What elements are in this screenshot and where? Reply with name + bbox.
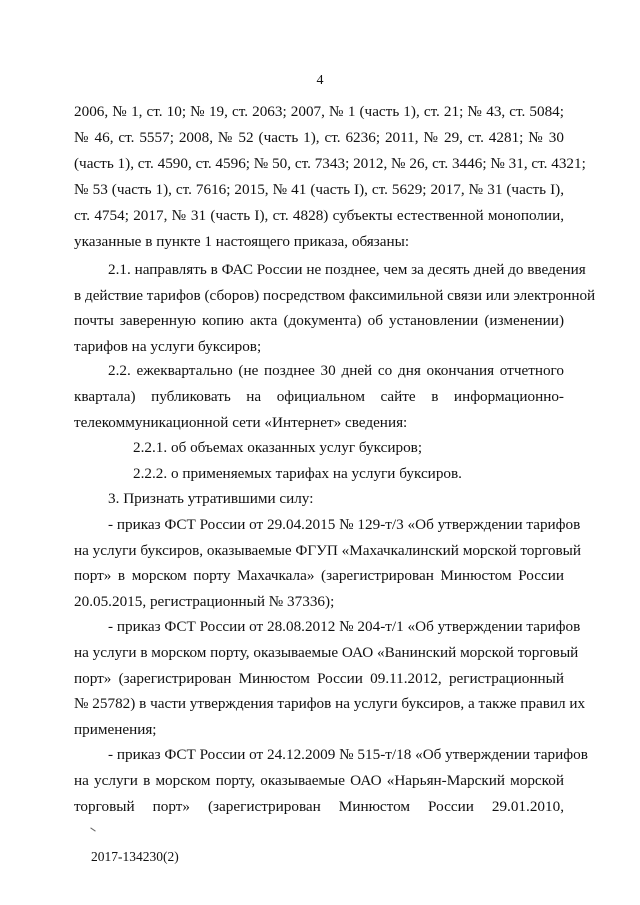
text-line: № 53 (часть 1), ст. 7616; 2015, № 41 (часть I), ст. 5629; 2017, № 31 (часть I), [74, 181, 564, 198]
text-line: № 25782) в части утверждения тарифов на услуги буксиров, а также правил их [74, 695, 586, 712]
text-line: № 46, ст. 5557; 2008, № 52 (часть 1), ст. 6236; 2011, № 29, ст. 4281; № 30 [74, 129, 564, 146]
text-line: 3. Признать утратившими силу: [108, 490, 314, 507]
text-line: порт» в морском порту Махачкала» (зарегистрирован Минюстом России [74, 567, 564, 584]
text-line: порт» (зарегистрирован Минюстом России 09.11.2012, регистрационный [74, 670, 564, 687]
text-line: 20.05.2015, регистрационный № 37336); [74, 593, 335, 610]
text-line: указанные в пункте 1 настоящего приказа, обязаны: [74, 233, 410, 250]
text-line: в действие тарифов (сборов) посредством факсимильной связи или электронной [74, 287, 596, 304]
text-line: на услуги в морском порту, оказываемые ОАО «Ванинский морской торговый [74, 644, 579, 661]
page-number: 4 [316, 73, 324, 88]
text-line: - приказ ФСТ России от 29.04.2015 № 129-т/3 «Об утверждении тарифов [108, 516, 581, 533]
text-line: телекоммуникационной сети «Интернет» сведения: [74, 414, 408, 431]
text-line: - приказ ФСТ России от 28.08.2012 № 204-т/1 «Об утверждении тарифов [108, 618, 581, 635]
text-line: на услуги в морском порту, оказываемые ОАО «Нарьян-Марский морской [74, 772, 564, 789]
document-code: 2017-134230(2) [91, 849, 179, 864]
text-line: торговый порт» (зарегистрирован Минюстом России 29.01.2010, [74, 798, 564, 815]
text-line: 2.2. ежеквартально (не позднее 30 дней со дня окончания отчетного [108, 362, 564, 379]
text-line: 2.1. направлять в ФАС России не позднее, чем за десять дней до введения [108, 261, 586, 278]
text-line: - приказ ФСТ России от 24.12.2009 № 515-т/18 «Об утверждении тарифов [108, 746, 588, 763]
text-line: 2.2.1. об объемах оказанных услуг буксиров; [133, 439, 423, 456]
text-line: применения; [74, 721, 157, 738]
text-line: (часть 1), ст. 4590, ст. 4596; № 50, ст. 7343; 2012, № 26, ст. 3446; № 31, ст. 4321; [74, 155, 586, 172]
text-line: 2.2.2. о применяемых тарифах на услуги буксиров. [133, 465, 462, 482]
text-line: тарифов на услуги буксиров; [74, 338, 262, 355]
text-line: квартала) публиковать на официальном сайте в информационно- [74, 388, 564, 405]
text-line: почты заверенную копию акта (документа) об установлении (изменении) [74, 312, 564, 329]
text-line: на услуги буксиров, оказываемые ФГУП «Махачкалинский морской торговый [74, 542, 581, 559]
text-line: 2006, № 1, ст. 10; № 19, ст. 2063; 2007, № 1 (часть 1), ст. 21; № 43, ст. 5084; [74, 103, 564, 120]
text-line: ст. 4754; 2017, № 31 (часть I), ст. 4828) субъекты естественной монополии, [74, 207, 564, 224]
pen-mark [90, 827, 95, 831]
